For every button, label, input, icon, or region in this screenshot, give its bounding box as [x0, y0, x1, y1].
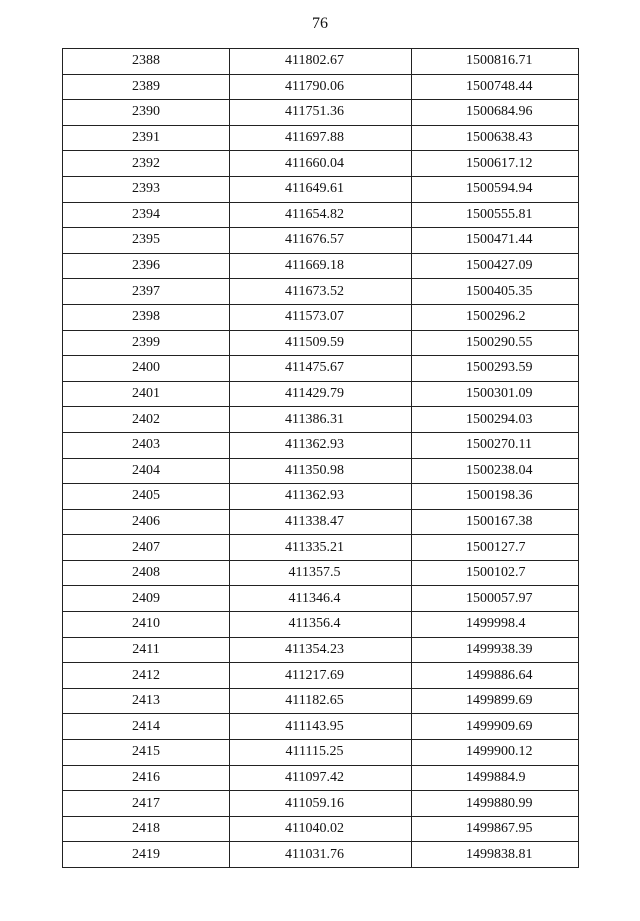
y-coordinate-cell: 1500102.7	[412, 560, 579, 586]
y-coordinate-cell: 1500405.35	[412, 279, 579, 305]
table-row	[63, 100, 579, 126]
table-row	[63, 151, 579, 177]
point-number-cell: 2418	[63, 816, 230, 842]
point-number-cell: 2388	[63, 49, 230, 75]
table-row	[63, 765, 579, 791]
y-coordinate-cell: 1500471.44	[412, 228, 579, 254]
point-number-cell: 2410	[63, 612, 230, 638]
point-number-cell: 2407	[63, 535, 230, 561]
x-coordinate-cell: 411182.65	[230, 688, 412, 714]
table-row	[63, 714, 579, 740]
x-coordinate-cell: 411335.21	[230, 535, 412, 561]
y-coordinate-cell: 1500167.38	[412, 509, 579, 535]
x-coordinate-cell: 411751.36	[230, 100, 412, 126]
x-coordinate-cell: 411346.4	[230, 586, 412, 612]
table-row	[63, 381, 579, 407]
point-number-cell: 2394	[63, 202, 230, 228]
x-coordinate-cell: 411115.25	[230, 740, 412, 766]
y-coordinate-cell: 1500638.43	[412, 125, 579, 151]
y-coordinate-cell: 1500684.96	[412, 100, 579, 126]
x-coordinate-cell: 411338.47	[230, 509, 412, 535]
point-number-cell: 2406	[63, 509, 230, 535]
table-row	[63, 484, 579, 510]
y-coordinate-cell: 1499909.69	[412, 714, 579, 740]
table-row	[63, 202, 579, 228]
point-number-cell: 2400	[63, 356, 230, 382]
point-number-cell: 2412	[63, 663, 230, 689]
y-coordinate-cell: 1500427.09	[412, 253, 579, 279]
x-coordinate-cell: 411509.59	[230, 330, 412, 356]
y-coordinate-cell: 1499938.39	[412, 637, 579, 663]
x-coordinate-cell: 411362.93	[230, 432, 412, 458]
point-number-cell: 2409	[63, 586, 230, 612]
point-number-cell: 2397	[63, 279, 230, 305]
x-coordinate-cell: 411475.67	[230, 356, 412, 382]
point-number-cell: 2408	[63, 560, 230, 586]
table-row	[63, 330, 579, 356]
y-coordinate-cell: 1500296.2	[412, 304, 579, 330]
table-row	[63, 228, 579, 254]
table-row	[63, 509, 579, 535]
y-coordinate-cell: 1499899.69	[412, 688, 579, 714]
table-row	[63, 842, 579, 868]
table-row	[63, 304, 579, 330]
point-number-cell: 2399	[63, 330, 230, 356]
table-row	[63, 663, 579, 689]
y-coordinate-cell: 1500057.97	[412, 586, 579, 612]
table-row	[63, 535, 579, 561]
point-number-cell: 2405	[63, 484, 230, 510]
y-coordinate-cell: 1500290.55	[412, 330, 579, 356]
x-coordinate-cell: 411673.52	[230, 279, 412, 305]
x-coordinate-cell: 411357.5	[230, 560, 412, 586]
table-row	[63, 791, 579, 817]
y-coordinate-cell: 1499880.99	[412, 791, 579, 817]
point-number-cell: 2416	[63, 765, 230, 791]
y-coordinate-cell: 1500294.03	[412, 407, 579, 433]
y-coordinate-cell: 1500293.59	[412, 356, 579, 382]
x-coordinate-cell: 411676.57	[230, 228, 412, 254]
table-row	[63, 432, 579, 458]
point-number-cell: 2395	[63, 228, 230, 254]
y-coordinate-cell: 1500198.36	[412, 484, 579, 510]
x-coordinate-cell: 411354.23	[230, 637, 412, 663]
x-coordinate-cell: 411669.18	[230, 253, 412, 279]
point-number-cell: 2404	[63, 458, 230, 484]
x-coordinate-cell: 411649.61	[230, 176, 412, 202]
point-number-cell: 2401	[63, 381, 230, 407]
table-row	[63, 253, 579, 279]
y-coordinate-cell: 1499838.81	[412, 842, 579, 868]
x-coordinate-cell: 411362.93	[230, 484, 412, 510]
y-coordinate-cell: 1499998.4	[412, 612, 579, 638]
point-number-cell: 2402	[63, 407, 230, 433]
coordinates-table-body	[63, 49, 579, 868]
point-number-cell: 2389	[63, 74, 230, 100]
y-coordinate-cell: 1499867.95	[412, 816, 579, 842]
table-row	[63, 740, 579, 766]
table-row	[63, 49, 579, 75]
y-coordinate-cell: 1500238.04	[412, 458, 579, 484]
x-coordinate-cell: 411350.98	[230, 458, 412, 484]
x-coordinate-cell: 411217.69	[230, 663, 412, 689]
table-row	[63, 407, 579, 433]
x-coordinate-cell: 411059.16	[230, 791, 412, 817]
point-number-cell: 2413	[63, 688, 230, 714]
x-coordinate-cell: 411573.07	[230, 304, 412, 330]
y-coordinate-cell: 1500617.12	[412, 151, 579, 177]
table-row	[63, 356, 579, 382]
point-number-cell: 2415	[63, 740, 230, 766]
page-number: 76	[312, 15, 328, 32]
y-coordinate-cell: 1499900.12	[412, 740, 579, 766]
x-coordinate-cell: 411790.06	[230, 74, 412, 100]
point-number-cell: 2390	[63, 100, 230, 126]
point-number-cell: 2393	[63, 176, 230, 202]
x-coordinate-cell: 411143.95	[230, 714, 412, 740]
y-coordinate-cell: 1500127.7	[412, 535, 579, 561]
x-coordinate-cell: 411097.42	[230, 765, 412, 791]
coordinates-table	[62, 48, 579, 868]
table-row	[63, 458, 579, 484]
y-coordinate-cell: 1499886.64	[412, 663, 579, 689]
y-coordinate-cell: 1500594.94	[412, 176, 579, 202]
y-coordinate-cell: 1500301.09	[412, 381, 579, 407]
y-coordinate-cell: 1500555.81	[412, 202, 579, 228]
table-row	[63, 816, 579, 842]
point-number-cell: 2411	[63, 637, 230, 663]
point-number-cell: 2392	[63, 151, 230, 177]
x-coordinate-cell: 411386.31	[230, 407, 412, 433]
x-coordinate-cell: 411429.79	[230, 381, 412, 407]
table-row	[63, 637, 579, 663]
x-coordinate-cell: 411031.76	[230, 842, 412, 868]
point-number-cell: 2417	[63, 791, 230, 817]
point-number-cell: 2414	[63, 714, 230, 740]
table-row	[63, 688, 579, 714]
table-row	[63, 612, 579, 638]
point-number-cell: 2419	[63, 842, 230, 868]
point-number-cell: 2391	[63, 125, 230, 151]
x-coordinate-cell: 411660.04	[230, 151, 412, 177]
y-coordinate-cell: 1500270.11	[412, 432, 579, 458]
table-row	[63, 586, 579, 612]
y-coordinate-cell: 1499884.9	[412, 765, 579, 791]
x-coordinate-cell: 411654.82	[230, 202, 412, 228]
point-number-cell: 2396	[63, 253, 230, 279]
table-row	[63, 74, 579, 100]
table-row	[63, 279, 579, 305]
x-coordinate-cell: 411040.02	[230, 816, 412, 842]
x-coordinate-cell: 411697.88	[230, 125, 412, 151]
y-coordinate-cell: 1500816.71	[412, 49, 579, 75]
table-row	[63, 560, 579, 586]
x-coordinate-cell: 411802.67	[230, 49, 412, 75]
table-row	[63, 176, 579, 202]
y-coordinate-cell: 1500748.44	[412, 74, 579, 100]
table-row	[63, 125, 579, 151]
point-number-cell: 2403	[63, 432, 230, 458]
x-coordinate-cell: 411356.4	[230, 612, 412, 638]
point-number-cell: 2398	[63, 304, 230, 330]
